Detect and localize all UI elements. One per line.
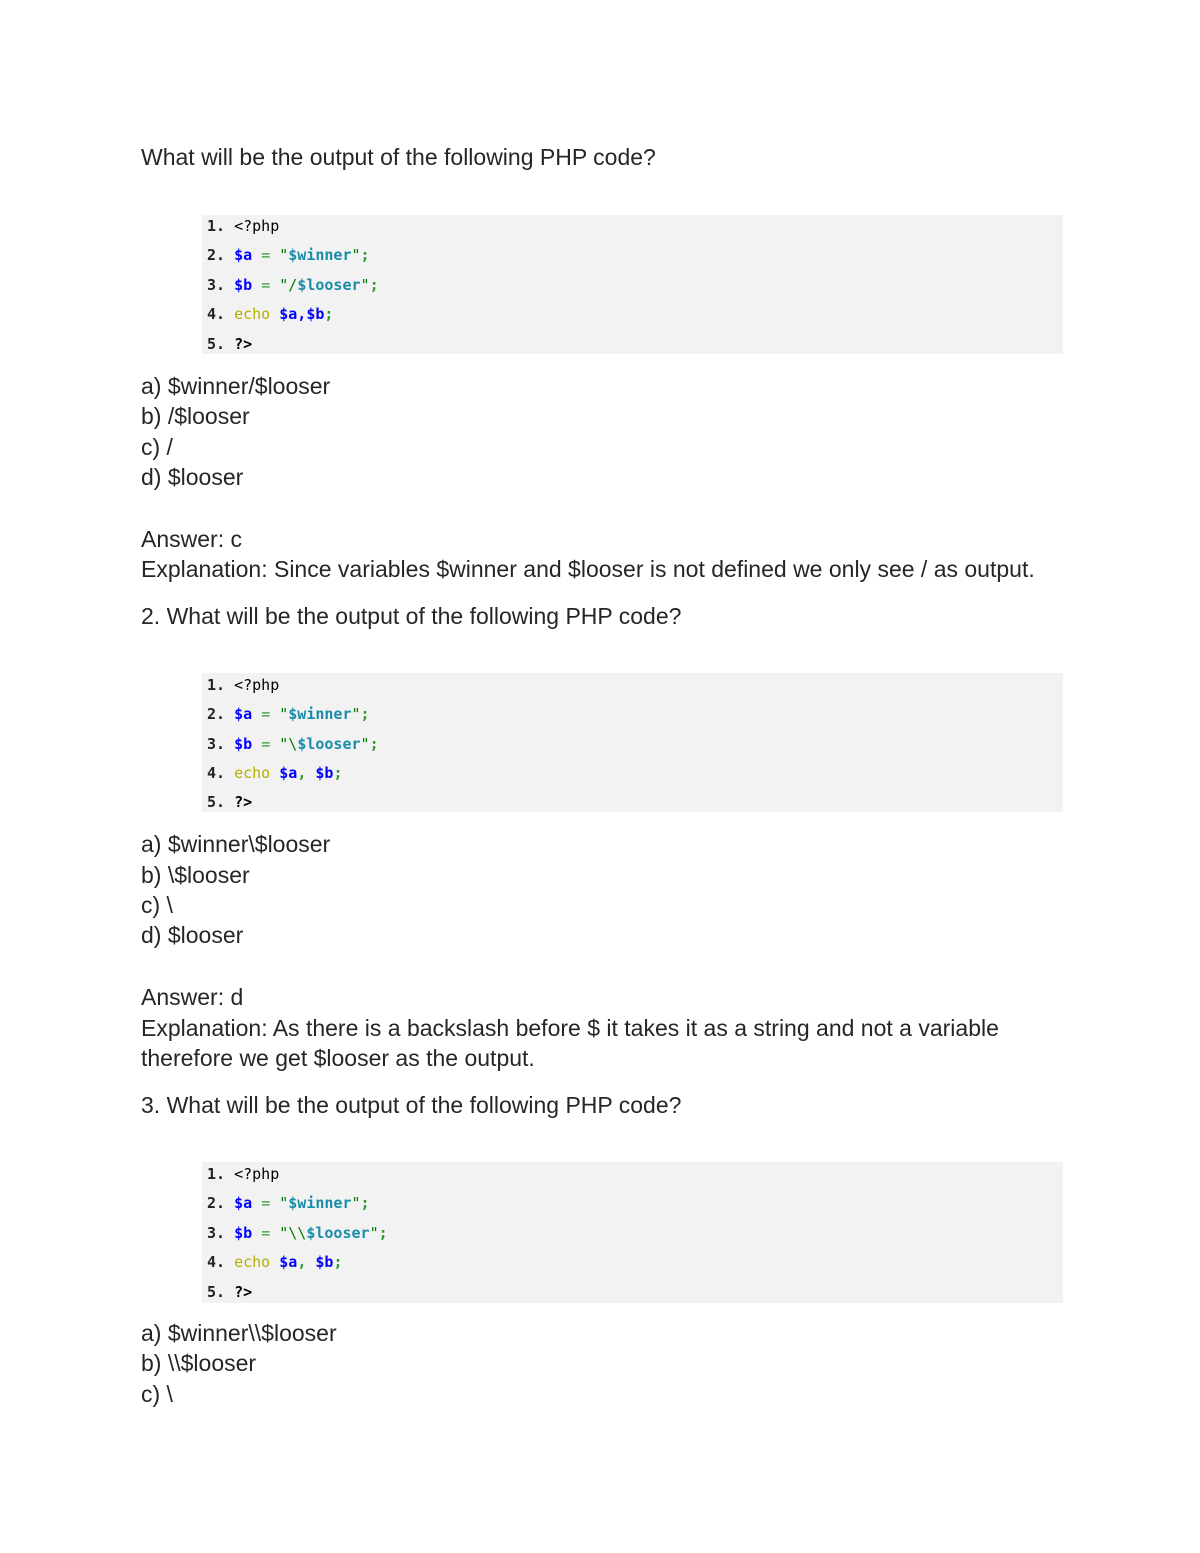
option-c: c) \ xyxy=(141,892,173,918)
code-block-3 xyxy=(202,1162,1063,1303)
code-line: 1. <?php xyxy=(207,1165,280,1183)
code-line: 2. $a = "$winner"; xyxy=(207,1194,370,1212)
code-block-1 xyxy=(202,215,1063,354)
code-line: 4. echo $a,$b; xyxy=(207,305,334,323)
code-line: 2. $a = "$winner"; xyxy=(207,705,370,723)
question-3-text: 3. What will be the output of the following PHP code? xyxy=(141,1092,682,1118)
code-block-2 xyxy=(202,673,1063,812)
option-c: c) / xyxy=(141,434,173,460)
question-1-text: What will be the output of the following PHP code? xyxy=(141,144,656,170)
option-a: a) $winner/$looser xyxy=(141,373,331,399)
option-d: d) $looser xyxy=(141,464,244,490)
explanation-2-line-1: Explanation: As there is a backslash before $ it takes it as a string and not a variable xyxy=(141,1015,999,1041)
code-line: 4. echo $a, $b; xyxy=(207,764,343,782)
code-line: 3. $b = "\$looser"; xyxy=(207,735,379,753)
code-line: 1. <?php xyxy=(207,217,280,235)
code-line: 3. $b = "/$looser"; xyxy=(207,276,379,294)
option-a: a) $winner\$looser xyxy=(141,831,331,857)
answer-2: Answer: d xyxy=(141,984,244,1010)
code-line: 4. echo $a, $b; xyxy=(207,1253,343,1271)
code-line: 2. $a = "$winner"; xyxy=(207,246,370,264)
code-line: 5. ?> xyxy=(207,335,253,353)
option-d: d) $looser xyxy=(141,922,244,948)
option-c: c) \ xyxy=(141,1381,173,1407)
option-b: b) \$looser xyxy=(141,862,250,888)
option-b: b) /$looser xyxy=(141,403,250,429)
option-a: a) $winner\\$looser xyxy=(141,1320,337,1346)
code-line: 5. ?> xyxy=(207,793,253,811)
question-2-text: 2. What will be the output of the following PHP code? xyxy=(141,603,682,629)
code-line: 5. ?> xyxy=(207,1283,253,1301)
explanation-2-line-2: therefore we get $looser as the output. xyxy=(141,1045,535,1071)
option-b: b) \\$looser xyxy=(141,1350,257,1376)
explanation-1: Explanation: Since variables $winner and $looser is not defined we only see / as output. xyxy=(141,556,1035,582)
code-line: 3. $b = "\\$looser"; xyxy=(207,1224,388,1242)
answer-1: Answer: c xyxy=(141,526,242,552)
code-line: 1. <?php xyxy=(207,676,280,694)
